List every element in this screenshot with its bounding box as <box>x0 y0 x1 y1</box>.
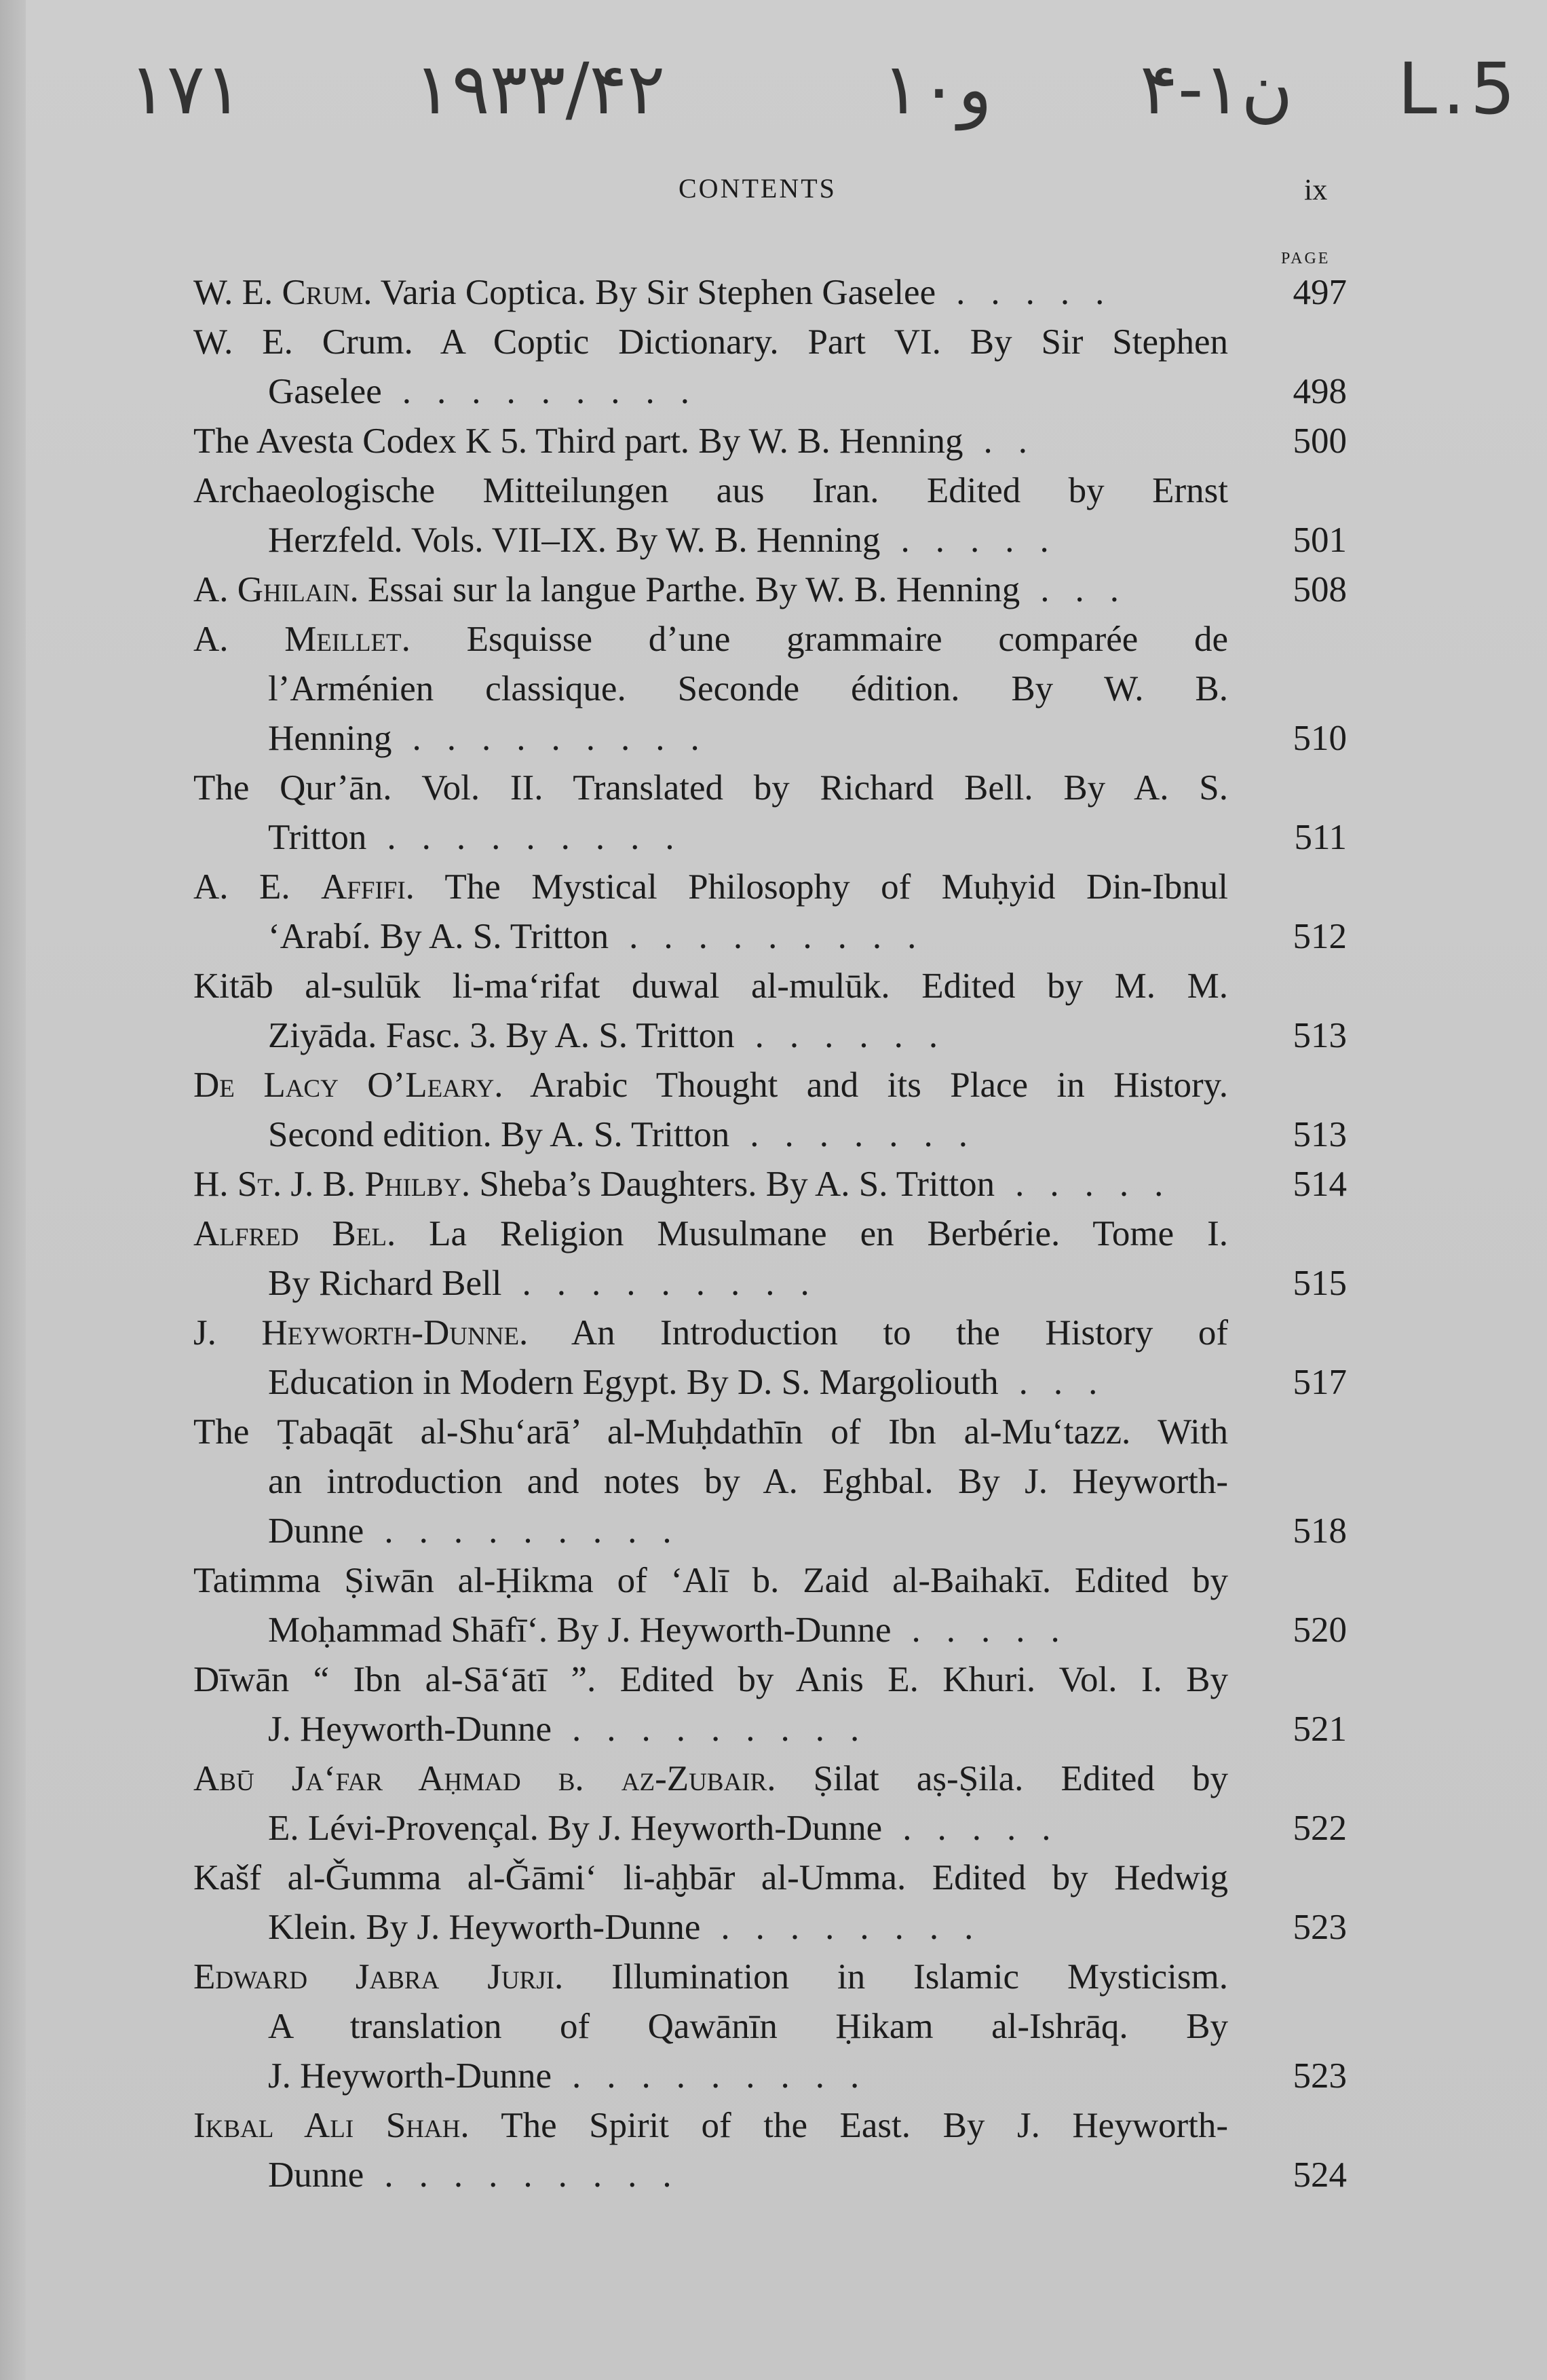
entry-page-number: 521 <box>1293 1710 1347 1749</box>
toc-entry <box>193 1308 1347 1408</box>
entry-author: Ghilain <box>237 570 350 609</box>
toc-entry-line <box>193 714 1347 763</box>
entry-author: Heyworth-Dunne <box>261 1313 520 1353</box>
dot-leader: ........ <box>721 1908 999 1947</box>
entry-page-number: 497 <box>1293 273 1347 312</box>
entry-page-number: 523 <box>1293 1908 1347 1947</box>
toc-entry-line <box>193 367 1347 417</box>
dot-leader: ..... <box>911 1610 1086 1650</box>
entry-page-number: 512 <box>1293 917 1347 956</box>
toc-entry-line <box>193 1853 1228 1903</box>
entry-title-text: l’Arménien classique. Seconde édition. By W. B. <box>268 669 1228 709</box>
toc-entry <box>193 2101 1347 2200</box>
entry-initials: A. <box>193 570 237 609</box>
toc-entry-line <box>193 2101 1228 2151</box>
toc-entry <box>193 1655 1347 1754</box>
toc-entry <box>193 1853 1347 1952</box>
toc-entry-line <box>193 1903 1347 1952</box>
entry-author: Ikbal Ali Shah <box>193 2106 461 2145</box>
entry-title-text: E. Lévi-Provençal. By J. Heyworth-Dunne <box>268 1809 883 1848</box>
entry-title-text: Dunne <box>268 1511 364 1551</box>
entry-title-text: Tritton <box>268 818 367 857</box>
entry-page-number: 508 <box>1293 570 1347 609</box>
toc-entry-line <box>193 912 1347 962</box>
entry-title-text: Dunne <box>268 2155 364 2195</box>
dot-leader: ......... <box>402 372 715 411</box>
entry-title-text: Kitāb al-sulūk li-ma‘rifat duwal al-mulūk. Edited by M. M. <box>193 966 1228 1006</box>
toc-entry <box>193 615 1347 763</box>
entry-initials: W. E. <box>193 273 282 312</box>
toc-entry-line <box>193 1556 1228 1606</box>
page-column-label: PAGE <box>1281 250 1331 267</box>
entry-title-text: . Essai sur la langue Parthe. By W. B. Henning <box>349 570 1020 609</box>
entry-title-text: The Ṭabaqāt al-Shu‘arā’ al-Muḥdathīn of Ibn al-Mu‘tazz. With <box>193 1412 1228 1452</box>
entry-title-text: Second edition. By A. S. Tritton <box>268 1115 730 1154</box>
dot-leader: ..... <box>900 521 1075 560</box>
entry-page-number: 524 <box>1293 2155 1347 2195</box>
toc-entry-line <box>193 1110 1347 1160</box>
entry-title-text: Ziyāda. Fasc. 3. By A. S. Tritton <box>268 1016 735 1055</box>
toc-entry-line <box>193 516 1347 565</box>
entry-page-number: 514 <box>1293 1165 1347 1204</box>
dot-leader: ......... <box>572 1710 885 1749</box>
entry-title-text: The Qur’ān. Vol. II. Translated by Richard Bell. By A. S. <box>193 768 1228 808</box>
toc-entry-line <box>193 1952 1228 2002</box>
entry-author: De Lacy O’Leary <box>193 1065 495 1105</box>
running-title: CONTENTS <box>679 173 837 204</box>
toc-entry-line <box>193 1606 1347 1655</box>
entry-title-text: Herzfeld. Vols. VII–IX. By W. B. Henning <box>268 521 881 560</box>
entry-title-text: Moḥammad Shāfī‘. By J. Heyworth-Dunne <box>268 1610 892 1650</box>
entry-author: Crum <box>282 273 364 312</box>
handwritten-mark-4: ن١-۴ <box>1140 48 1293 130</box>
toc-entry <box>193 962 1347 1061</box>
entry-title-text: Tatimma Ṣiwān al-Ḥikma of ‘Alī b. Zaid al-Baihakī. Edited by <box>193 1561 1228 1600</box>
dot-leader: ......... <box>384 1511 698 1551</box>
toc-entry-line <box>193 318 1228 367</box>
toc-entry-line <box>193 565 1347 615</box>
dot-leader: ....... <box>750 1115 994 1154</box>
toc-entry-line <box>193 615 1228 664</box>
dot-leader: ......... <box>384 2155 698 2195</box>
handwritten-library-mark <box>129 48 1521 143</box>
entry-page-number: 520 <box>1293 1610 1347 1650</box>
toc-entry-line <box>193 1061 1228 1110</box>
entry-title-text: Dīwān “ Ibn al-Sā‘ātī ”. Edited by Anis E. Khuri. Vol. I. By <box>193 1660 1228 1699</box>
entry-initials: J. <box>193 1313 262 1353</box>
entry-page-number: 517 <box>1293 1363 1347 1402</box>
dot-leader: ......... <box>629 917 942 956</box>
toc-entry-line <box>193 1408 1228 1457</box>
entry-title-text: . Sheba’s Daughters. By A. S. Tritton <box>461 1165 995 1204</box>
entry-title-text: The Avesta Codex K 5. Third part. By W. B. Henning <box>193 421 963 461</box>
entry-title-text: Klein. By J. Heyworth-Dunne <box>268 1908 701 1947</box>
entry-page-number: 523 <box>1293 2056 1347 2096</box>
toc-entry-line <box>193 1754 1228 1804</box>
entry-page-number: 513 <box>1293 1115 1347 1154</box>
entry-title-text: . Illumination in Islamic Mysticism. <box>554 1957 1228 1997</box>
entry-title-text: A translation of Qawānīn Ḥikam al-Ishrāq. By <box>268 2007 1228 2046</box>
entry-author: Edward Jabra Jurji <box>193 1957 554 1997</box>
toc-entry <box>193 1408 1347 1556</box>
dot-leader: ......... <box>412 719 725 758</box>
entry-author: Alfred Bel <box>193 1214 387 1253</box>
toc-entry-line <box>193 1259 1347 1308</box>
dot-leader: ......... <box>522 1264 835 1303</box>
entry-page-number: 515 <box>1293 1264 1347 1303</box>
toc-entry <box>193 1556 1347 1655</box>
entry-author: Meillet <box>284 620 402 659</box>
dot-leader: ..... <box>1015 1165 1189 1204</box>
toc-entry-line <box>193 1358 1347 1408</box>
entry-title-text: J. Heyworth-Dunne <box>268 2056 552 2096</box>
entry-page-number: 510 <box>1293 719 1347 758</box>
toc-entry-line <box>193 417 1347 466</box>
entry-title-text: Kašf al-Ǧumma al-Ǧāmi‘ li-aḫbār al-Umma. Edited by Hedwig <box>193 1858 1228 1897</box>
entry-title-text: Archaeologische Mitteilungen aus Iran. Edited by Ernst <box>193 471 1228 510</box>
toc-entry-line <box>193 1209 1228 1259</box>
toc-entry-line <box>193 1160 1347 1209</box>
toc-entry-line <box>193 962 1228 1011</box>
entry-title-text: . La Religion Musulmane en Berbérie. Tome I. <box>386 1214 1228 1253</box>
entry-title-text: Education in Modern Egypt. By D. S. Margoliouth <box>268 1363 999 1402</box>
toc-entry-line <box>193 1011 1347 1061</box>
entry-page-number: 522 <box>1293 1809 1347 1848</box>
dot-leader: ..... <box>902 1809 1077 1848</box>
entry-page-number: 518 <box>1293 1511 1347 1551</box>
toc-entry-line <box>193 1804 1347 1853</box>
table-of-contents <box>193 268 1347 2200</box>
entry-initials: A. <box>193 620 285 659</box>
entry-title-text: Henning <box>268 719 392 758</box>
entry-title-text: W. E. Crum. A Coptic Dictionary. Part VI. By Sir Stephen <box>193 322 1228 362</box>
toc-entry-line <box>193 268 1347 318</box>
toc-entry-line <box>193 763 1228 813</box>
page-number: ix <box>1304 173 1328 206</box>
handwritten-mark-3: و١٠ <box>882 48 992 130</box>
entry-page-number: 511 <box>1294 818 1347 857</box>
running-head <box>0 172 1547 213</box>
toc-entry <box>193 1160 1347 1209</box>
toc-entry-line <box>193 1507 1347 1556</box>
entry-author: St. J. B. Philby <box>237 1165 461 1204</box>
toc-entry <box>193 318 1347 417</box>
entry-title-text: . Varia Coptica. By Sir Stephen Gaselee <box>363 273 936 312</box>
entry-author: Affifi <box>321 867 406 907</box>
entry-initials: A. E. <box>193 867 322 907</box>
handwritten-mark-2: ١٩۳۳/۴۲ <box>414 48 666 130</box>
toc-entry-line <box>193 1308 1228 1358</box>
toc-entry-line <box>193 813 1347 863</box>
toc-entry-line <box>193 466 1228 516</box>
entry-page-number: 501 <box>1293 521 1347 560</box>
entry-title-text: By Richard Bell <box>268 1264 502 1303</box>
toc-entry <box>193 1952 1347 2101</box>
entry-title-text: an introduction and notes by A. Eghbal. By J. Heyworth- <box>268 1462 1228 1501</box>
entry-title-text: . Arabic Thought and its Place in History. <box>494 1065 1228 1105</box>
toc-entry <box>193 863 1347 962</box>
entry-title-text: Gaselee <box>268 372 382 411</box>
entry-title-text: J. Heyworth-Dunne <box>268 1710 552 1749</box>
dot-leader: ... <box>1040 570 1145 609</box>
entry-title-text: . Esquisse d’une grammaire comparée de <box>401 620 1228 659</box>
toc-entry <box>193 268 1347 318</box>
entry-initials: H. <box>193 1165 237 1204</box>
entry-title-text: . Ṣilat aṣ-Ṣila. Edited by <box>767 1759 1228 1798</box>
toc-entry-line <box>193 2151 1347 2200</box>
entry-title-text: . An Introduction to the History of <box>519 1313 1228 1353</box>
dot-leader: ... <box>1018 1363 1124 1402</box>
toc-entry <box>193 763 1347 863</box>
dot-leader: ......... <box>572 2056 885 2096</box>
handwritten-mark-5: L.5 <box>1398 48 1521 130</box>
toc-entry-line <box>193 664 1228 714</box>
toc-entry-line <box>193 2002 1228 2052</box>
handwritten-mark-1: ١۷١ <box>129 48 243 130</box>
entry-page-number: 513 <box>1293 1016 1347 1055</box>
dot-leader: ...... <box>755 1016 964 1055</box>
toc-entry-line <box>193 1457 1228 1507</box>
book-gutter-shadow <box>0 0 26 2380</box>
entry-title-text: . The Spirit of the East. By J. Heyworth- <box>460 2106 1228 2145</box>
dot-leader: ..... <box>956 273 1130 312</box>
toc-entry-line <box>193 1705 1347 1754</box>
dot-leader: ......... <box>387 818 700 857</box>
toc-entry <box>193 1754 1347 1853</box>
toc-entry <box>193 1061 1347 1160</box>
toc-entry-line <box>193 2052 1347 2101</box>
toc-entry-line <box>193 863 1228 912</box>
entry-page-number: 498 <box>1293 372 1347 411</box>
toc-entry <box>193 565 1347 615</box>
toc-entry <box>193 1209 1347 1308</box>
toc-entry <box>193 466 1347 565</box>
entry-title-text: . The Mystical Philosophy of Muḥyid Din-Ibnul <box>405 867 1228 907</box>
dot-leader: .. <box>983 421 1053 461</box>
toc-entry <box>193 417 1347 466</box>
entry-title-text: ‘Arabí. By A. S. Tritton <box>268 917 609 956</box>
entry-author: Abū Ja‘far Aḥmad b. az-Zubair <box>193 1759 767 1798</box>
entry-page-number: 500 <box>1293 421 1347 461</box>
toc-entry-line <box>193 1655 1228 1705</box>
